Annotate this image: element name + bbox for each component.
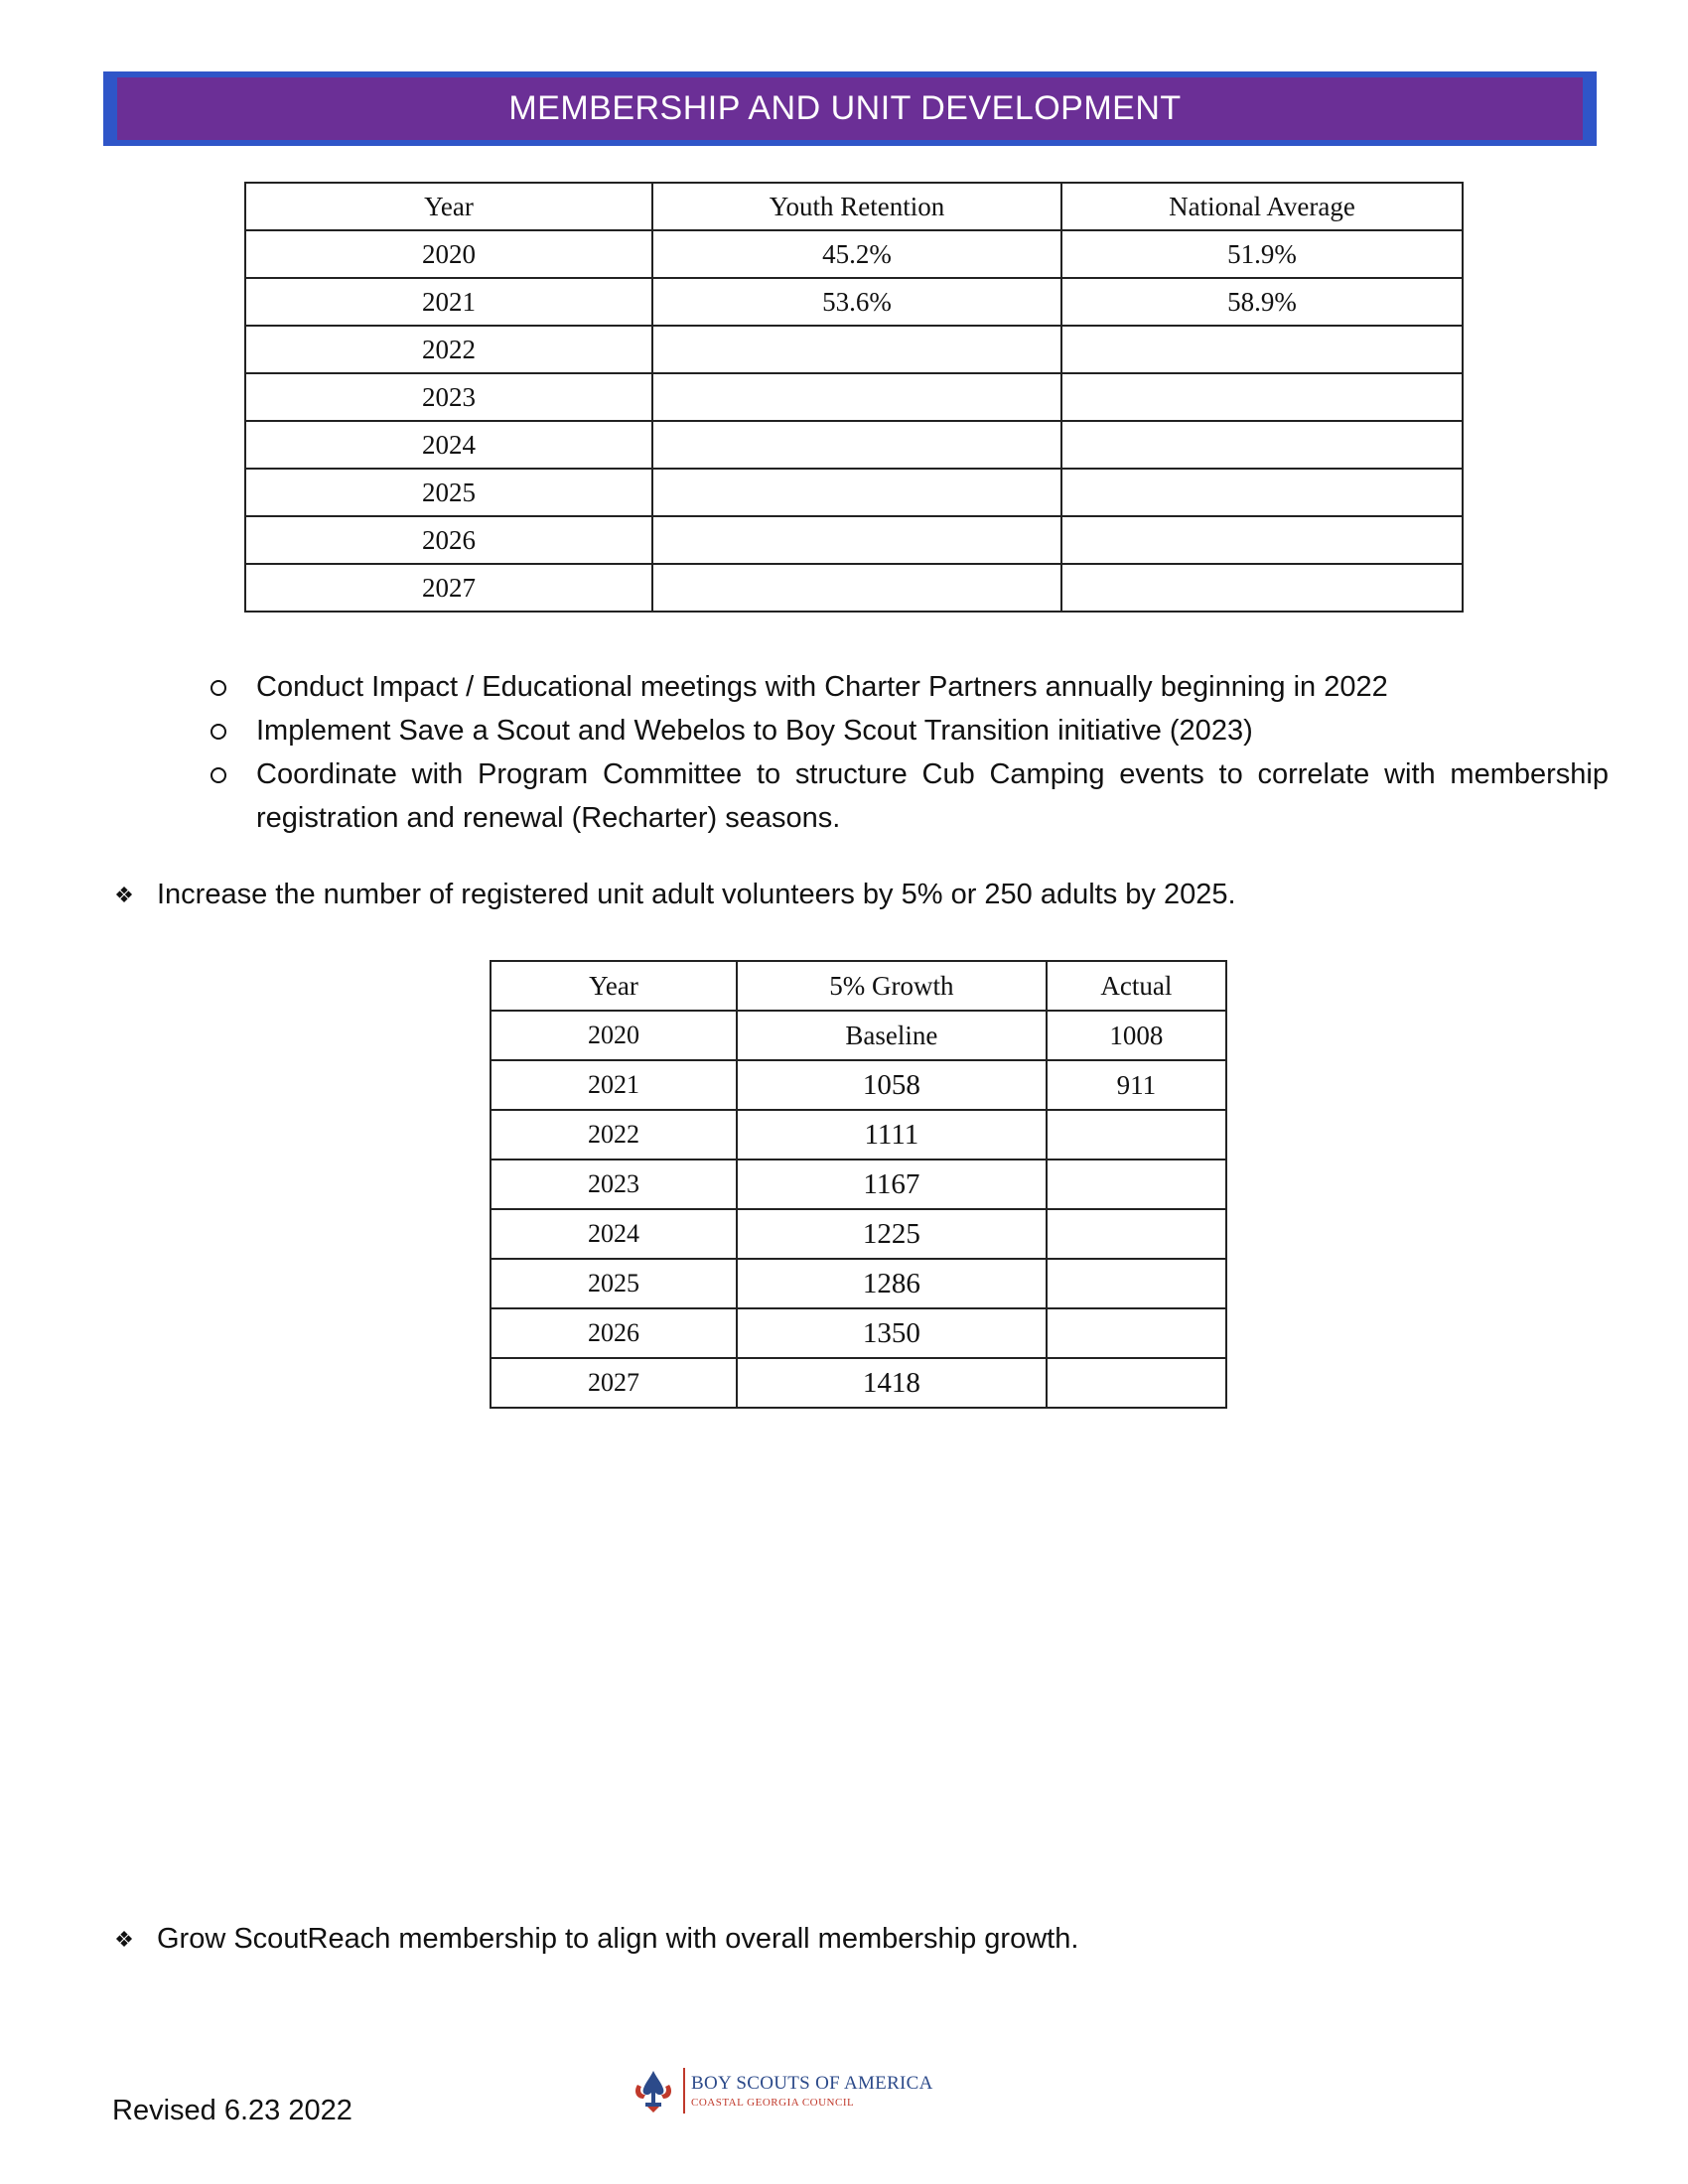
year-cell: 2024 (245, 421, 652, 469)
year-cell: 2024 (491, 1209, 737, 1259)
growth-cell: 1111 (737, 1110, 1047, 1160)
national-average-cell (1061, 373, 1463, 421)
list-item-text: Conduct Impact / Educational meetings with Charter Partners annually beginning in 2022 (256, 671, 1388, 703)
growth-cell: Baseline (737, 1011, 1047, 1060)
list-item (199, 709, 1609, 752)
table-row (491, 1209, 1226, 1259)
table-row (491, 1358, 1226, 1408)
actual-cell (1047, 1308, 1226, 1358)
section-title: MEMBERSHIP AND UNIT DEVELOPMENT (508, 89, 1182, 127)
national-average-cell (1061, 469, 1463, 516)
actual-cell (1047, 1209, 1226, 1259)
table-row (491, 1160, 1226, 1209)
table-row (245, 230, 1463, 278)
table-row (245, 421, 1463, 469)
growth-cell: 1225 (737, 1209, 1047, 1259)
table-row (491, 1011, 1226, 1060)
logo-divider (683, 2068, 685, 2114)
circle-bullet-icon (211, 724, 226, 740)
year-cell: 2026 (491, 1308, 737, 1358)
circle-bullet-icon (211, 680, 226, 696)
header-year: Year (491, 961, 737, 1011)
year-cell: 2020 (491, 1011, 737, 1060)
header-year: Year (245, 183, 652, 230)
year-cell: 2027 (491, 1358, 737, 1408)
actual-cell (1047, 1160, 1226, 1209)
youth-retention-cell (652, 373, 1061, 421)
growth-cell: 1167 (737, 1160, 1047, 1209)
growth-cell: 1058 (737, 1060, 1047, 1110)
growth-cell: 1286 (737, 1259, 1047, 1308)
table-row (491, 1308, 1226, 1358)
year-cell: 2025 (491, 1259, 737, 1308)
national-average-cell: 51.9% (1061, 230, 1463, 278)
table-header-row (245, 183, 1463, 230)
goal-adult-volunteers (109, 879, 1236, 911)
section-banner (103, 71, 1597, 146)
action-items-list (199, 665, 1609, 840)
adult-growth-table (490, 960, 1227, 1409)
logo-text (691, 2073, 933, 2109)
logo-council-name: COASTAL GEORGIA COUNCIL (691, 2097, 855, 2109)
year-cell: 2027 (245, 564, 652, 612)
youth-retention-cell (652, 469, 1061, 516)
national-average-cell (1061, 564, 1463, 612)
header-actual: Actual (1047, 961, 1226, 1011)
youth-retention-cell (652, 564, 1061, 612)
national-average-cell: 58.9% (1061, 278, 1463, 326)
header-national-average: National Average (1061, 183, 1463, 230)
actual-cell (1047, 1358, 1226, 1408)
year-cell: 2020 (245, 230, 652, 278)
list-item-text: Coordinate with Program Committee to structure Cub Camping events to correlate with membership registration and renewal (Recharter) seasons. (256, 758, 1609, 834)
year-cell: 2022 (245, 326, 652, 373)
bsa-council-logo (632, 2067, 933, 2115)
year-cell: 2025 (245, 469, 652, 516)
goal-text: Increase the number of registered unit adult volunteers by 5% or 250 adults by 2025. (157, 879, 1236, 910)
actual-cell: 911 (1047, 1060, 1226, 1110)
circle-bullet-icon (211, 767, 226, 783)
table-header-row (491, 961, 1226, 1011)
table-row (245, 278, 1463, 326)
actual-cell (1047, 1259, 1226, 1308)
fleur-de-lis-emblem-icon (632, 2067, 675, 2115)
logo-org-name: BOY SCOUTS OF AMERICA (691, 2073, 933, 2094)
national-average-cell (1061, 516, 1463, 564)
list-item-text: Implement Save a Scout and Webelos to Boy Scout Transition initiative (2023) (256, 715, 1253, 747)
table-row (491, 1060, 1226, 1110)
national-average-cell (1061, 326, 1463, 373)
diamond-bullet-icon: ❖ (114, 882, 134, 907)
year-cell: 2022 (491, 1110, 737, 1160)
actual-cell: 1008 (1047, 1011, 1226, 1060)
growth-cell: 1350 (737, 1308, 1047, 1358)
youth-retention-table (244, 182, 1464, 613)
table-row (491, 1110, 1226, 1160)
revision-date: Revised 6.23 2022 (112, 2095, 352, 2126)
goal-scoutreach (109, 1923, 1078, 1956)
goal-text: Grow ScoutReach membership to align with overall membership growth. (157, 1923, 1079, 1955)
table-row (245, 326, 1463, 373)
list-item (199, 665, 1609, 709)
national-average-cell (1061, 421, 1463, 469)
table-row (245, 373, 1463, 421)
actual-cell (1047, 1110, 1226, 1160)
table-row (245, 564, 1463, 612)
table-row (245, 516, 1463, 564)
year-cell: 2026 (245, 516, 652, 564)
year-cell: 2021 (491, 1060, 737, 1110)
youth-retention-cell (652, 516, 1061, 564)
table-row (491, 1259, 1226, 1308)
table-row (245, 469, 1463, 516)
year-cell: 2021 (245, 278, 652, 326)
diamond-bullet-icon: ❖ (114, 1926, 134, 1952)
growth-cell: 1418 (737, 1358, 1047, 1408)
youth-retention-cell: 45.2% (652, 230, 1061, 278)
header-5-percent-growth: 5% Growth (737, 961, 1047, 1011)
year-cell: 2023 (491, 1160, 737, 1209)
section-banner-fill (117, 77, 1583, 140)
year-cell: 2023 (245, 373, 652, 421)
youth-retention-cell: 53.6% (652, 278, 1061, 326)
youth-retention-cell (652, 326, 1061, 373)
list-item (199, 752, 1609, 840)
header-youth-retention: Youth Retention (652, 183, 1061, 230)
youth-retention-cell (652, 421, 1061, 469)
